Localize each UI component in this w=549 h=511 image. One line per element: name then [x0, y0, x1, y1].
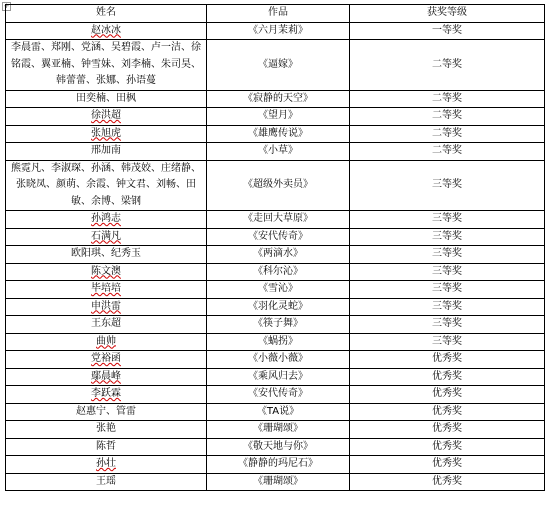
award-cell[interactable] — [350, 281, 545, 299]
name-cell[interactable] — [6, 316, 207, 334]
name-cell-text: 陈哲 — [96, 440, 116, 452]
award-cell[interactable] — [350, 403, 545, 421]
name-cell-text: 陈文澳 — [91, 265, 121, 277]
header-name: 姓名 — [6, 5, 207, 23]
award-cell[interactable] — [350, 40, 545, 91]
name-cell-text: 鄢晨峰 — [91, 370, 121, 382]
work-cell[interactable] — [207, 211, 350, 229]
name-cell[interactable] — [6, 421, 207, 439]
award-cell-text: 优秀奖 — [432, 423, 462, 434]
award-cell-text: 优秀奖 — [432, 475, 462, 487]
table-row — [6, 473, 545, 491]
work-cell-text: 《雄鹰传说》 — [248, 127, 308, 139]
award-cell[interactable] — [350, 316, 545, 334]
name-cell-text: 李跃霖 — [91, 388, 121, 399]
award-cell[interactable] — [350, 386, 545, 404]
table-row — [6, 160, 545, 211]
award-cell-text: 三等奖 — [432, 213, 462, 224]
name-cell[interactable] — [6, 22, 207, 40]
name-cell[interactable] — [6, 246, 207, 264]
award-cell-text: 三等奖 — [432, 283, 462, 294]
name-cell-text: 徐洪超 — [91, 110, 121, 121]
name-cell[interactable] — [6, 351, 207, 369]
header-work: 作品 — [207, 5, 350, 23]
award-cell[interactable] — [350, 351, 545, 369]
table-row — [6, 40, 545, 91]
award-cell[interactable] — [350, 125, 545, 143]
name-cell[interactable] — [6, 386, 207, 404]
award-cell[interactable] — [350, 108, 545, 126]
work-cell[interactable] — [207, 125, 350, 143]
name-cell[interactable] — [6, 108, 207, 126]
award-cell[interactable] — [350, 263, 545, 281]
work-cell-text: 《珊瑚颂》 — [253, 475, 303, 487]
award-cell-text: 三等奖 — [432, 318, 462, 329]
work-cell-text: 《乘风归去》 — [248, 370, 308, 382]
name-cell[interactable] — [6, 40, 207, 91]
work-cell-text: 《望月》 — [258, 110, 298, 121]
award-cell[interactable] — [350, 246, 545, 264]
award-cell-text: 优秀奖 — [432, 440, 462, 452]
work-cell[interactable] — [207, 108, 350, 126]
work-cell[interactable] — [207, 228, 350, 246]
table-row — [6, 421, 545, 439]
award-cell[interactable] — [350, 228, 545, 246]
name-cell-text: 欧阳琪、纪秀玉 — [71, 248, 141, 259]
work-cell[interactable] — [207, 298, 350, 316]
name-cell-text: 孙鸿志 — [91, 213, 121, 224]
award-cell-text: 优秀奖 — [432, 388, 462, 399]
work-cell-text: 《走回大草原》 — [243, 213, 313, 224]
award-cell-text: 一等奖 — [432, 24, 462, 36]
work-cell-text: 《安代传奇》 — [248, 230, 308, 242]
award-cell-text: 二等奖 — [432, 110, 462, 121]
work-cell-text: 《安代传奇》 — [248, 388, 308, 399]
table-row — [6, 228, 545, 246]
work-cell-text: 《寂静的天空》 — [243, 92, 313, 104]
work-cell-text: 《逼嫁》 — [258, 58, 298, 70]
work-cell-text: 《羽化灵蛇》 — [248, 300, 308, 312]
name-cell[interactable] — [6, 125, 207, 143]
table-row — [6, 125, 545, 143]
award-cell-text: 优秀奖 — [432, 405, 462, 417]
table-row — [6, 438, 545, 456]
award-cell-text: 二等奖 — [432, 145, 462, 156]
work-cell-text: 《超级外卖员》 — [243, 179, 313, 190]
name-cell[interactable] — [6, 211, 207, 229]
table-row — [6, 143, 545, 161]
name-cell-text: 李晨雷、郑刚、党涵、吴碧霞、卢一洁、徐铭霞、翼亚楠、钟雪妹、刘李楠、朱司昊、韩蕾蕾、张娜、孙语蔓 — [11, 42, 201, 86]
name-cell[interactable] — [6, 281, 207, 299]
award-cell-text: 优秀奖 — [432, 370, 462, 382]
award-cell-text: 二等奖 — [432, 127, 462, 139]
work-cell-text: 《敬天地与你》 — [243, 440, 313, 452]
award-cell-text: 三等奖 — [432, 230, 462, 242]
name-cell[interactable] — [6, 403, 207, 421]
table-row — [6, 211, 545, 229]
name-cell-text: 申洪雷 — [91, 300, 121, 312]
award-cell[interactable] — [350, 421, 545, 439]
work-cell[interactable] — [207, 90, 350, 108]
name-cell-text: 曲帅 — [96, 335, 116, 347]
work-cell-text: 《两滴水》 — [253, 248, 303, 259]
work-cell-text: 《雪沁》 — [258, 283, 298, 294]
work-cell[interactable] — [207, 351, 350, 369]
work-cell-text: 《TA说》 — [256, 405, 300, 417]
table-row — [6, 281, 545, 299]
award-cell[interactable] — [350, 473, 545, 491]
name-cell-text: 毕培培 — [91, 283, 121, 294]
name-cell-text: 张旭虎 — [91, 127, 121, 139]
table-row — [6, 316, 545, 334]
name-cell[interactable] — [6, 438, 207, 456]
table-row — [6, 298, 545, 316]
award-cell[interactable] — [350, 438, 545, 456]
name-cell[interactable] — [6, 333, 207, 351]
table-move-handle-icon[interactable]: + — [3, 2, 10, 10]
name-cell-text: 田奕楠、田枫 — [76, 92, 136, 104]
award-cell-text: 三等奖 — [432, 179, 462, 190]
table-row — [6, 263, 545, 281]
award-cell[interactable] — [350, 368, 545, 386]
work-cell-text: 《小薇小薇》 — [248, 353, 308, 364]
name-cell-text: 赵冰冰 — [91, 24, 121, 36]
award-cell[interactable] — [350, 333, 545, 351]
award-cell-text: 三等奖 — [432, 248, 462, 259]
name-cell[interactable] — [6, 473, 207, 491]
name-cell-text: 赵惠宁、管雷 — [76, 405, 136, 417]
award-cell-text: 二等奖 — [432, 92, 462, 104]
table-row — [6, 403, 545, 421]
table-row — [6, 90, 545, 108]
work-cell-text: 《筷子舞》 — [253, 318, 303, 329]
table-row — [6, 108, 545, 126]
work-cell-text: 《蜗拐》 — [258, 335, 298, 347]
work-cell-text: 《科尔沁》 — [253, 265, 303, 277]
work-cell[interactable] — [207, 333, 350, 351]
work-cell[interactable] — [207, 40, 350, 91]
award-cell-text: 三等奖 — [432, 335, 462, 347]
name-cell[interactable] — [6, 263, 207, 281]
work-cell[interactable] — [207, 281, 350, 299]
work-cell[interactable] — [207, 421, 350, 439]
work-cell[interactable] — [207, 22, 350, 40]
name-cell-text: 王瑶 — [96, 475, 116, 487]
award-cell[interactable] — [350, 22, 545, 40]
table-row — [6, 456, 545, 474]
work-cell[interactable] — [207, 263, 350, 281]
table-row — [6, 22, 545, 40]
name-cell-text: 张艳 — [96, 423, 116, 434]
awards-table — [5, 4, 545, 491]
work-cell[interactable] — [207, 246, 350, 264]
work-cell[interactable] — [207, 403, 350, 421]
name-cell-text: 王东超 — [91, 318, 121, 329]
work-cell-text: 《小草》 — [258, 145, 298, 156]
award-cell-text: 三等奖 — [432, 300, 462, 312]
header-row — [6, 5, 545, 23]
award-cell-text: 优秀奖 — [432, 458, 462, 469]
header-award: 获奖等级 — [350, 5, 545, 23]
work-cell[interactable] — [207, 368, 350, 386]
name-cell[interactable] — [6, 143, 207, 161]
award-cell-text: 二等奖 — [432, 58, 462, 70]
award-cell[interactable] — [350, 143, 545, 161]
work-cell-text: 《六月茉莉》 — [248, 24, 308, 36]
award-cell[interactable] — [350, 298, 545, 316]
name-cell[interactable] — [6, 228, 207, 246]
table-row — [6, 333, 545, 351]
name-cell-text: 党裕函 — [91, 353, 121, 364]
name-cell[interactable] — [6, 90, 207, 108]
name-cell[interactable] — [6, 456, 207, 474]
work-cell[interactable] — [207, 456, 350, 474]
name-cell-text: 石满凡 — [91, 230, 121, 242]
name-cell[interactable] — [6, 298, 207, 316]
table-row — [6, 386, 545, 404]
work-cell[interactable] — [207, 473, 350, 491]
work-cell[interactable] — [207, 386, 350, 404]
name-cell-text: 孙壮 — [96, 458, 116, 469]
award-cell[interactable] — [350, 211, 545, 229]
name-cell[interactable] — [6, 160, 207, 211]
work-cell[interactable] — [207, 143, 350, 161]
name-cell-text: 邢加南 — [91, 145, 121, 156]
name-cell[interactable] — [6, 368, 207, 386]
table-row — [6, 368, 545, 386]
work-cell[interactable] — [207, 160, 350, 211]
award-cell[interactable] — [350, 90, 545, 108]
table-row — [6, 246, 545, 264]
work-cell-text: 《珊瑚颂》 — [253, 423, 303, 434]
work-cell[interactable] — [207, 316, 350, 334]
name-cell-text: 熊霓凡、李淑琛、孙涵、韩茂姣、庄绪静、张晓凤、颜萌、余霞、钟文君、刘畅、田敏、余博、梁钢 — [11, 162, 201, 207]
award-cell-text: 三等奖 — [432, 265, 462, 277]
award-cell[interactable] — [350, 160, 545, 211]
work-cell-text: 《静静的玛尼石》 — [238, 458, 318, 469]
award-cell[interactable] — [350, 456, 545, 474]
award-cell-text: 优秀奖 — [432, 353, 462, 364]
work-cell[interactable] — [207, 438, 350, 456]
table-row — [6, 351, 545, 369]
